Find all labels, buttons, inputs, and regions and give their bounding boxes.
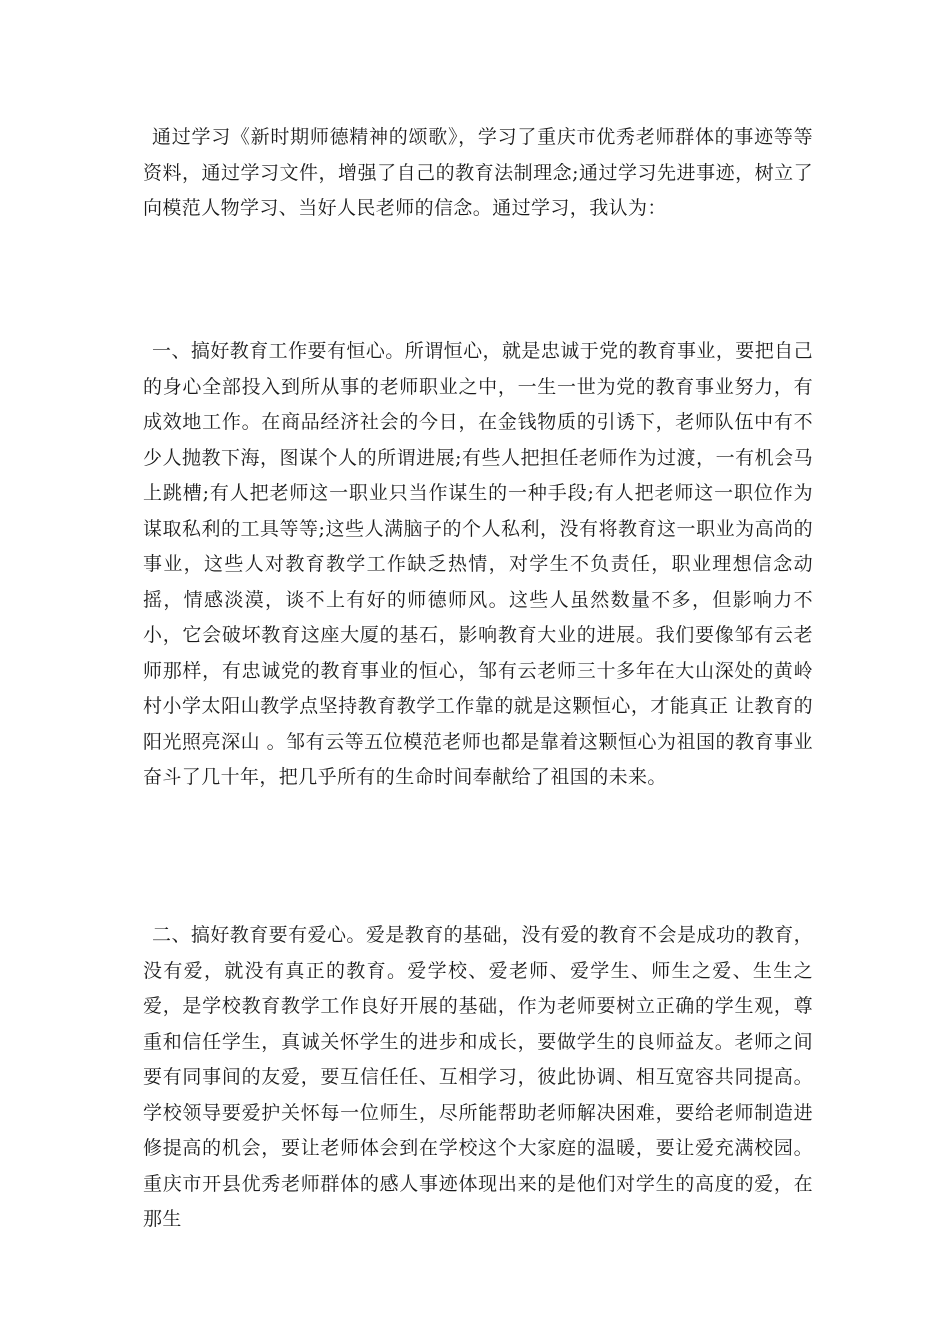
paragraph-perseverance: 一、搞好教育工作要有恒心。所谓恒心，就是忠诚于党的教育事业，要把自己的身心全部投入到所从事的老师职业之中，一生一世为党的教育事业努力，有成效地工作。在商品经济社会的今日，在金钱物质的引诱下，老师队伍中有不少人抛教下海，图谋个人的所谓进展;有些人把担任老师作为过渡，一有机会马上跳槽;有人把老师这一职业只当作谋生的一种手段;有人把老师这一职位作为谋取私利的工具等等;这些人满脑子的个人私利，没有将教育这一职业为高尚的事业，这些人对教育教学工作缺乏热情，对学生不负责任，职业理想信念动摇，情感淡漠，谈不上有好的师德师风。这些人虽然数量不多，但影响力不小，它会破坏教育这座大厦的基石，影响教育大业的进展。我们要像邹有云老师那样，有忠诚党的教育事业的恒心，邹有云老师三十多年在大山深处的黄岭村小学太阳山教学点坚持教育教学工作靠的就是这颗恒心，才能真正 让教育的阳光照亮深山 。邹有云等五位模范老师也都是靠着这颗恒心为祖国的教育事业奋斗了几十年，把几乎所有的生命时间奉献给了祖国的未来。 — [143, 340, 813, 788]
paragraph-love: 二、搞好教育要有爱心。爱是教育的基础，没有爱的教育不会是成功的教育，没有爱，就没有真正的教育。爱学校、爱老师、爱学生、师生之爱、生生之爱，是学校教育教学工作良好开展的基础，作为老师要树立正确的学生观，尊重和信任学生，真诚关怀学生的进步和成长，要做学生的良师益友。老师之间要有同事间的友爱，要互信任任、互相学习，彼此协调、相互宽容共同提高。学校领导要爱护关怀每一位师生，尽所能帮助老师解决困难，要给老师制造进修提高的机会，要让老师体会到在学校这个大家庭的温暖，要让爱充满校园。重庆市开县优秀老师群体的感人事迹体现出来的是他们对学生的高度的爱，在那生 — [143, 924, 813, 1230]
paragraph-intro: 通过学习《新时期师德精神的颂歌》，学习了重庆市优秀老师群体的事迹等等资料，通过学习文件，增强了自己的教育法制理念;通过学习先进事迹，树立了向模范人物学习、当好人民老师的信念。通过学习，我认为： — [143, 126, 813, 219]
